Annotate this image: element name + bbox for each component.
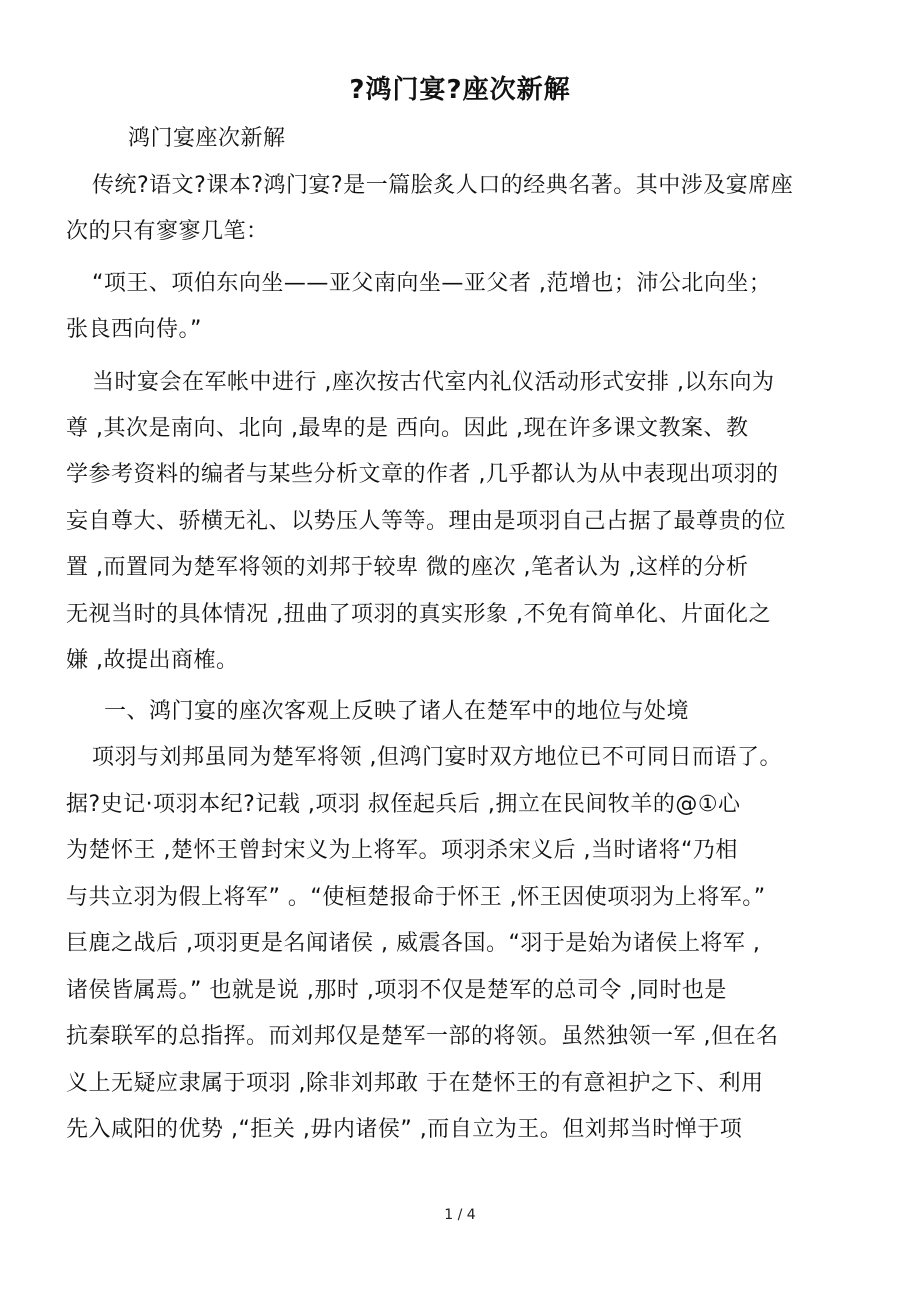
paragraph-line: 抗秦联军的总指挥。而刘邦仅是楚军一部的将领。虽然独领一军 ,但在名 bbox=[66, 1024, 779, 1049]
paragraph-line: “项王、项伯东向坐——亚父南向坐—亚父者 ,范增也；沛公北向坐； bbox=[92, 271, 772, 296]
paragraph-line: 诸侯皆属焉。” 也就是说 ,那时 ,项羽不仅是楚军的总司令 ,同时也是 bbox=[66, 978, 727, 1003]
paragraph-line: 妄自尊大、骄横无礼、以势压人等等。理由是项羽自己占据了最尊贵的位 bbox=[66, 509, 787, 534]
section-heading: 一、鸿门宴的座次客观上反映了诸人在楚军中的地位与处境 bbox=[104, 699, 690, 724]
paragraph-line: 嫌 ,故提出商榷。 bbox=[66, 648, 239, 673]
paragraph-line: 当时宴会在军帐中进行 ,座次按古代室内礼仪活动形式安排 ,以东向为 bbox=[92, 370, 775, 395]
paragraph-line: 先入咸阳的优势 ,“拒关 ,毋内诸侯” ,而自立为王。但刘邦当时惮于项 bbox=[66, 1117, 743, 1142]
paragraph-line: 义上无疑应隶属于项羽 ,除非刘邦敢 于在楚怀王的有意袒护之下、利用 bbox=[66, 1071, 764, 1096]
document-title: ?鸿门宴?座次新解 bbox=[349, 75, 571, 105]
paragraph-line: 与共立羽为假上将军” 。“使桓楚报命于怀王 ,怀王因使项羽为上将军。” bbox=[66, 885, 766, 910]
paragraph-line: 传统?语文?课本?鸿门宴?是一篇脍炙人口的经典名著。其中涉及宴席座 bbox=[92, 173, 794, 198]
paragraph-line: 据?史记·项羽本纪?记载 ,项羽 叔侄起兵后 ,拥立在民间牧羊的@①心 bbox=[66, 792, 741, 817]
paragraph-line: 巨鹿之战后 ,项羽更是名闻诸侯 , 威震各国。“羽于是始为诸侯上将军 , bbox=[66, 931, 761, 956]
paragraph-line: 为楚怀王 ,楚怀王曾封宋义为上将军。项羽杀宋义后 ,当时诸将“乃相 bbox=[66, 838, 738, 863]
paragraph-line: 无视当时的具体情况 ,扭曲了项羽的真实形象 ,不免有简单化、片面化之 bbox=[66, 602, 771, 627]
page-number: 1 / 4 bbox=[444, 1207, 476, 1223]
paragraph-line: 置 ,而置同为楚军将领的刘邦于较卑 微的座次 ,笔者认为 ,这样的分析 bbox=[66, 555, 749, 580]
paragraph-line: 项羽与刘邦虽同为楚军将领 ,但鸿门宴时双方地位已不可同日而语了。 bbox=[92, 745, 782, 770]
paragraph-line: 次的只有寥寥几笔： bbox=[66, 219, 269, 244]
paragraph-line: 张良西向侍。” bbox=[66, 317, 202, 342]
subtitle-line: 鸿门宴座次新解 bbox=[128, 126, 286, 151]
paragraph-line: 尊 ,其次是南向、北向 ,最卑的是 西向。因此 ,现在许多课文教案、教 bbox=[66, 416, 749, 441]
paragraph-line: 学参考资料的编者与某些分析文章的作者 ,几乎都认为从中表现出项羽的 bbox=[66, 462, 779, 487]
